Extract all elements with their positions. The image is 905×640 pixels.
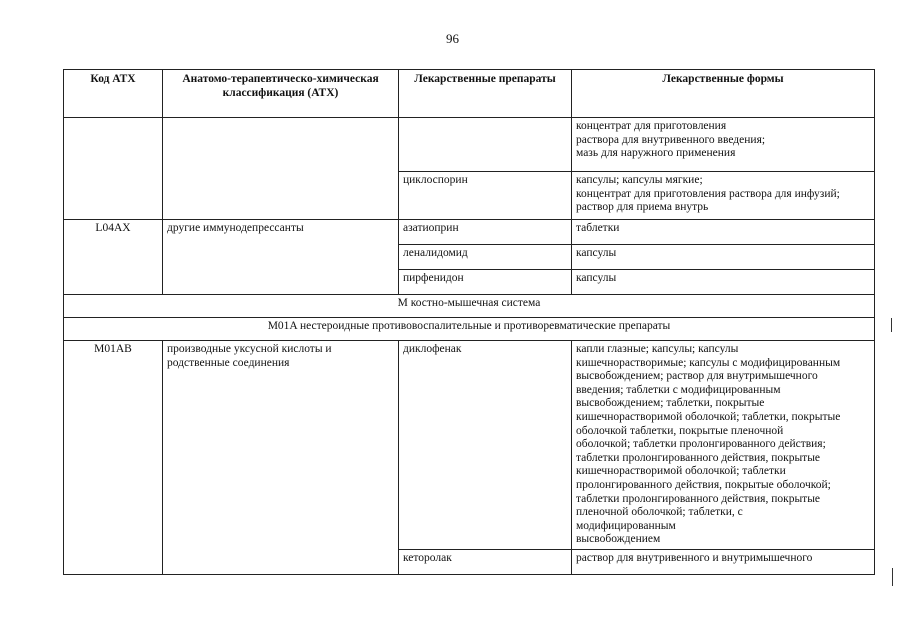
forms-line: введения; таблетки с модифицированным — [576, 383, 781, 396]
atx-table — [63, 69, 875, 575]
forms-line: пленочной оболочкой; таблетки, с — [576, 506, 743, 519]
forms-cell: раствор для внутривенного и внутримышечного — [572, 549, 875, 574]
forms-line: кишечнорастворимой оболочкой; таблетки, покрытые — [576, 410, 841, 423]
forms-line: высвобождением; раствор для внутримышечного — [576, 370, 818, 383]
drug-cell: пирфенидон — [399, 270, 572, 295]
forms-line: концентрат для приготовления — [576, 120, 727, 132]
section-row — [64, 295, 875, 318]
forms-line: пролонгированного действия, покрытые оболочкой; — [576, 478, 831, 491]
drug-cell: азатиоприн — [399, 220, 572, 245]
classification-cell — [163, 118, 399, 220]
forms-line: раствор для приема внутрь — [576, 201, 709, 214]
forms-cell — [572, 118, 875, 172]
code-cell: M01AB — [64, 341, 163, 575]
scan-mark — [891, 318, 892, 332]
forms-line: высвобождением — [576, 533, 661, 546]
drug-cell: диклофенак — [399, 341, 572, 550]
section-heading: M01A нестероидные противовоспалительные и противоревматические препараты — [64, 318, 875, 341]
section-row — [64, 318, 875, 341]
forms-line: мазь для наружного применения — [576, 147, 736, 160]
code-cell: L04AX — [64, 220, 163, 295]
classification-cell: производные уксусной кислоты и родственные соединения — [163, 341, 399, 575]
forms-cell: капсулы — [572, 245, 875, 270]
forms-cell — [572, 172, 875, 220]
table-row — [64, 220, 875, 245]
forms-line: оболочкой таблетки, покрытые пленочной — [576, 424, 784, 437]
header-classification: Анатомо-терапевтическо-химическая классификация (АТХ) — [163, 70, 399, 118]
forms-line: капли глазные; капсулы; капсулы — [576, 343, 739, 355]
section-heading: М костно-мышечная система — [64, 295, 875, 318]
page-number: 96 — [446, 31, 459, 46]
header-drugs: Лекарственные препараты — [399, 70, 572, 118]
header-forms: Лекарственные формы — [572, 70, 875, 118]
header-code: Код АТХ — [64, 70, 163, 118]
forms-line: кишечнорастворимой оболочкой; таблетки — [576, 465, 786, 478]
table-row — [64, 118, 875, 172]
drug-cell: кеторолак — [399, 549, 572, 574]
table-header-row — [64, 70, 875, 118]
drug-cell: циклоспорин — [399, 172, 572, 220]
forms-cell — [572, 341, 875, 550]
forms-line: капсулы; капсулы мягкие; — [576, 174, 703, 186]
classification-cell: другие иммунодепрессанты — [163, 220, 399, 295]
forms-line: концентрат для приготовления раствора для инфузий; — [576, 187, 840, 200]
forms-line: таблетки пролонгированного действия, покрытые — [576, 451, 821, 464]
drug-cell: леналидомид — [399, 245, 572, 270]
forms-cell: капсулы — [572, 270, 875, 295]
forms-line: модифицированным — [576, 519, 676, 532]
drug-cell — [399, 118, 572, 172]
forms-line: кишечнорастворимые; капсулы с модифицированным — [576, 356, 841, 369]
table-row — [64, 341, 875, 550]
forms-line: оболочкой; таблетки пролонгированного действия; — [576, 438, 826, 451]
forms-line: таблетки пролонгированного действия, покрытые — [576, 492, 821, 505]
forms-line: высвобождением; таблетки, покрытые — [576, 397, 765, 410]
scan-mark — [892, 568, 893, 586]
forms-line: раствора для внутривенного введения; — [576, 133, 766, 146]
code-cell — [64, 118, 163, 220]
forms-cell: таблетки — [572, 220, 875, 245]
